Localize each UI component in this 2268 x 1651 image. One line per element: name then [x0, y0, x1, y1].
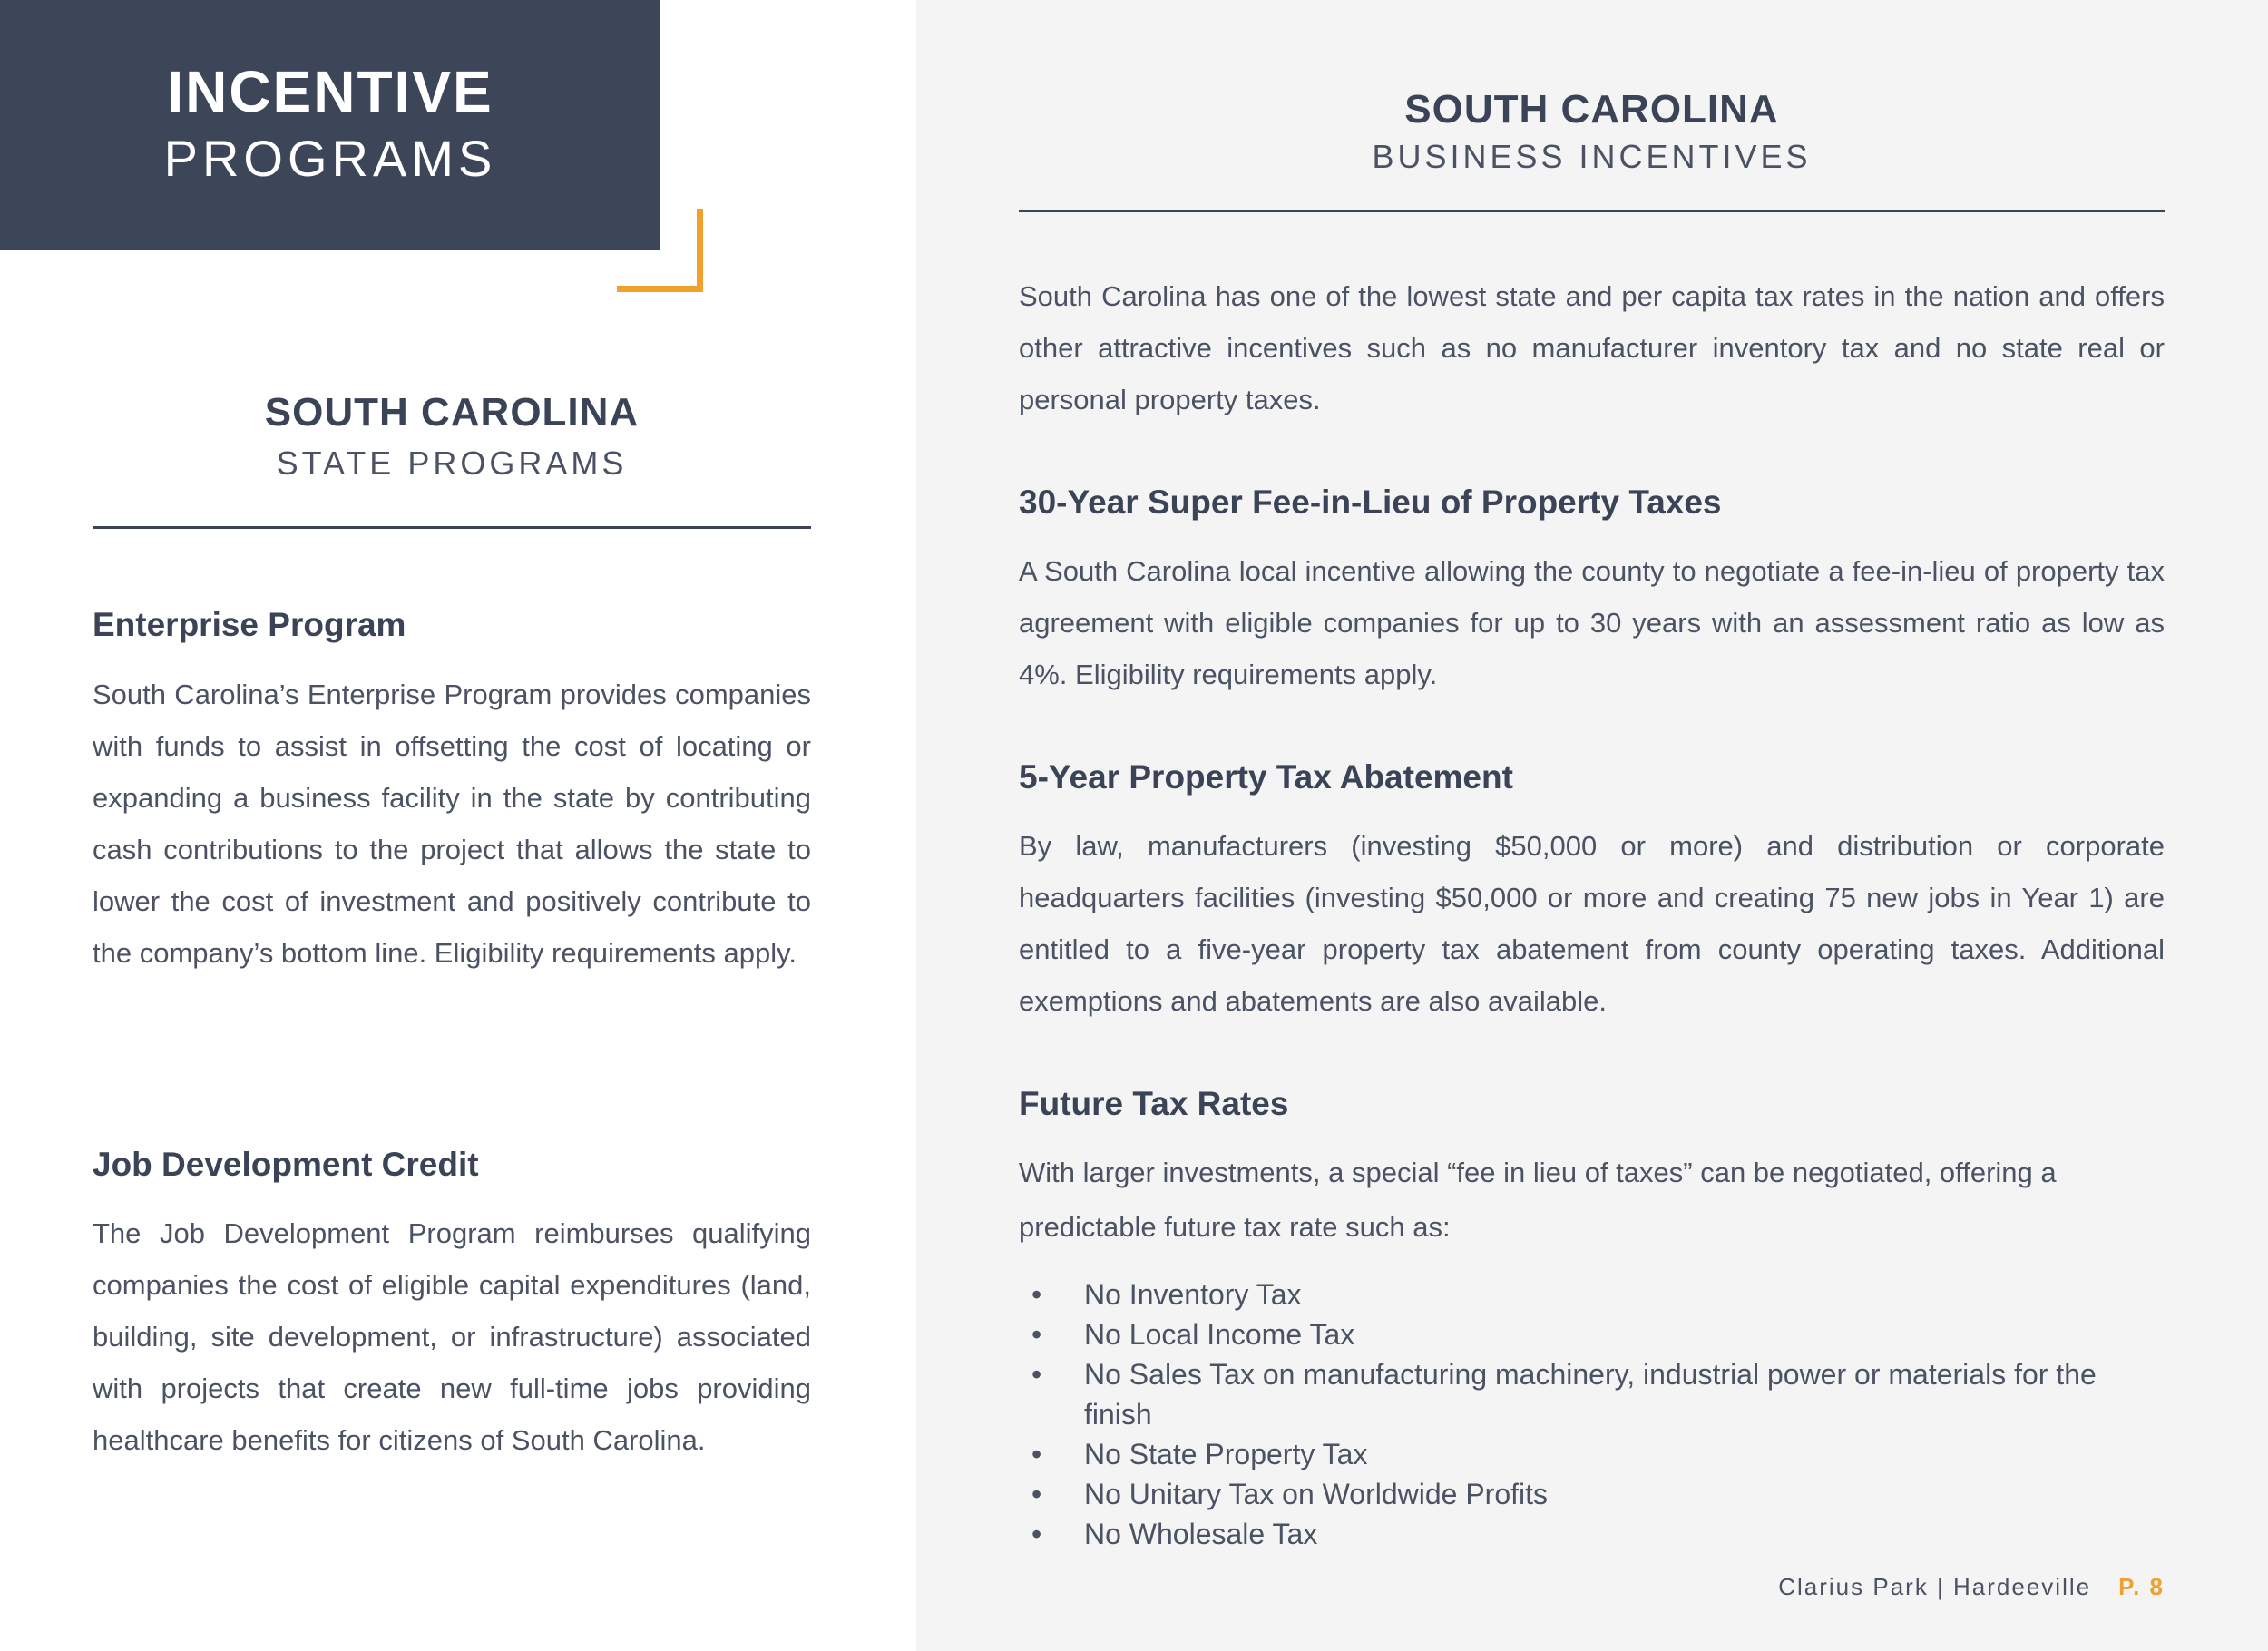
abatement-body: By law, manufacturers (investing $50,000 or more) and distribution or corporate headquarters facilities (investing $50,000 or more and creating 75 new jobs in Year 1) are entitled to a five-year property tax abatement from county operating taxes. Additional exemptions and abatements are also available.	[1019, 830, 2165, 1017]
title-banner	[0, 0, 660, 250]
enterprise-program-body: South Carolina’s Enterprise Program provides companies with funds to assist in offsetting the cost of locating or expanding a business facility in the state by contributing cash contributions to the project that allows the state to lower the cost of investment and positively contribute to the company’s bottom line. Eligibility requirements apply.	[93, 679, 811, 969]
bullet-icon: •	[1031, 1318, 1042, 1351]
left-heading: SOUTH CAROLINA	[264, 390, 640, 435]
job-development-title: Job Development Credit	[93, 1146, 479, 1183]
accent-corner-vertical	[697, 209, 703, 292]
abatement-title: 5-Year Property Tax Abatement	[1019, 758, 1513, 796]
job-development-body: The Job Development Program reimburses qualifying companies the cost of eligible capital expenditures (land, building, site development, or infrastructure) associated with projects that create new full-time jobs providing healthcare benefits for citizens of South Carolina.	[93, 1217, 811, 1456]
banner-subtitle: PROGRAMS	[163, 130, 497, 187]
list-item: • No Sales Tax on manufacturing machinery, industrial power or materials for the finish	[1019, 1354, 2162, 1434]
banner-title: INCENTIVE	[167, 59, 494, 124]
right-heading: SOUTH CAROLINA	[1404, 87, 1779, 132]
list-item: • No Unitary Tax on Worldwide Profits	[1019, 1474, 2162, 1514]
intro-paragraph: South Carolina has one of the lowest state and per capita tax rates in the nation and offers other attractive incentives such as no manufacturer inventory tax and no state real or personal property taxes.	[1019, 280, 2165, 415]
page-footer	[1778, 1573, 2165, 1601]
bullet-icon: •	[1031, 1518, 1042, 1550]
left-subheading: STATE PROGRAMS	[276, 444, 628, 482]
list-item: • No Inventory Tax	[1019, 1275, 2162, 1314]
super-fee-body: A South Carolina local incentive allowing the county to negotiate a fee-in-lieu of property tax agreement with eligible companies for up to 30 years with an assessment ratio as low as 4%. Eligibility requirements apply.	[1019, 555, 2165, 690]
enterprise-program-title: Enterprise Program	[93, 606, 406, 643]
page-number: P. 8	[2118, 1573, 2165, 1600]
right-section-heading	[1019, 87, 2165, 176]
super-fee-title: 30-Year Super Fee-in-Lieu of Property Taxes	[1019, 484, 1722, 521]
left-divider	[93, 526, 811, 529]
accent-corner-horizontal	[617, 286, 703, 292]
list-item: • No Wholesale Tax	[1019, 1514, 2162, 1554]
left-section-heading	[93, 390, 811, 483]
footer-text: Clarius Park | Hardeeville	[1778, 1573, 2092, 1600]
list-item: • No State Property Tax	[1019, 1434, 2162, 1474]
bullet-icon: •	[1031, 1438, 1042, 1470]
right-divider	[1019, 210, 2165, 212]
tax-benefit-list	[1019, 1275, 2162, 1554]
future-tax-title: Future Tax Rates	[1019, 1085, 1289, 1122]
list-item: • No Local Income Tax	[1019, 1314, 2162, 1354]
bullet-icon: •	[1031, 1358, 1042, 1391]
right-subheading: BUSINESS INCENTIVES	[1372, 138, 1812, 175]
bullet-icon: •	[1031, 1278, 1042, 1311]
bullet-icon: •	[1031, 1478, 1042, 1510]
future-tax-body: With larger investments, a special “fee in lieu of taxes” can be negotiated, offering a predictable future tax rate such as:	[1019, 1157, 2057, 1243]
